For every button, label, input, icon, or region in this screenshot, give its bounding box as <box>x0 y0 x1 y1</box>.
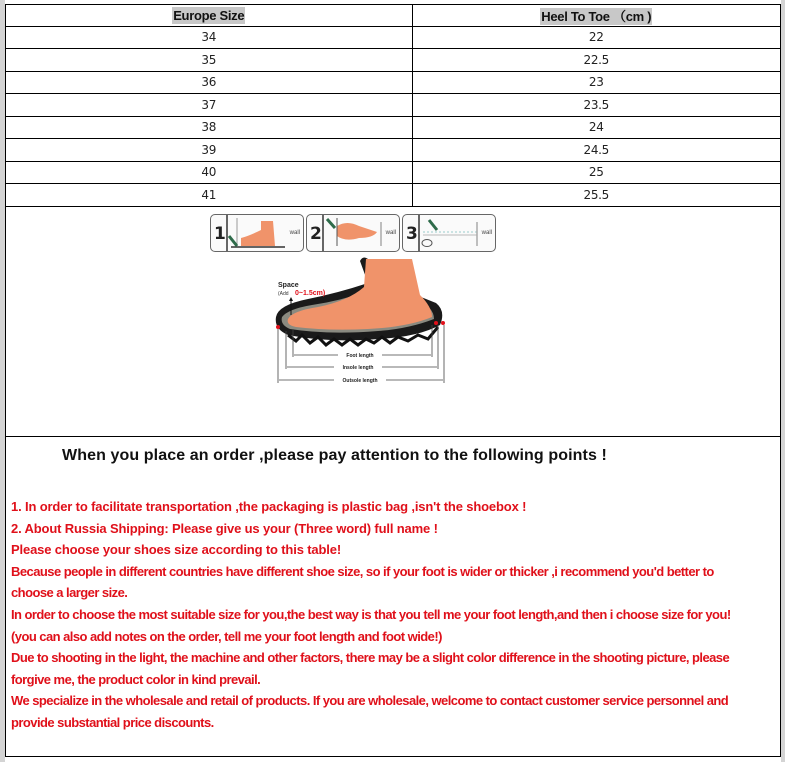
size-table <box>6 5 780 207</box>
table-row <box>6 139 780 162</box>
cell-europe-size: 40 <box>6 161 412 184</box>
cell-heel-to-toe: 25.5 <box>412 184 780 207</box>
note-item: forgive me, the product color in kind prevail. <box>11 671 261 687</box>
notes-list <box>11 496 781 734</box>
wall-label: wall <box>289 230 300 236</box>
note-item: choose a larger size. <box>11 585 128 601</box>
cell-europe-size: 39 <box>6 139 412 162</box>
note-item: We specialize in the wholesale and retail of products. If you are wholesale, welcome to contact customer service personnel and <box>11 693 729 709</box>
table-row <box>6 94 780 117</box>
measure-step-2 <box>306 214 400 252</box>
table-header-row <box>6 5 780 26</box>
step-number: 2 <box>310 224 322 244</box>
table-row <box>6 26 780 49</box>
cell-heel-to-toe: 22 <box>412 26 780 49</box>
shoe-length-diagram <box>268 255 453 385</box>
space-label: Space <box>278 282 299 289</box>
add-label: (Add <box>278 291 289 297</box>
cell-heel-to-toe: 25 <box>412 161 780 184</box>
right-edge-strip <box>781 0 785 762</box>
cell-europe-size: 37 <box>6 94 412 117</box>
foot-side-view-icon <box>227 216 289 250</box>
note-item: In order to choose the most suitable size for you,the best way is that you tell me your foot length,and then i choose size for you! <box>11 606 731 622</box>
table-row <box>6 161 780 184</box>
note-item: Please choose your shoes size according to this table! <box>11 542 342 558</box>
foot-length-label: Foot length <box>346 353 374 359</box>
measure-steps <box>210 214 496 252</box>
note-item: Because people in different countries have different shoe size, so if your foot is wider or thicker ,i recommend you'd better to <box>11 563 714 579</box>
step-number: 3 <box>406 224 418 244</box>
table-row <box>6 71 780 94</box>
outsole-length-label: Outsole length <box>342 378 378 384</box>
header-europe-size <box>6 5 412 26</box>
cell-europe-size: 38 <box>6 116 412 139</box>
wall-label: wall <box>385 230 396 236</box>
step-number: 1 <box>214 224 226 244</box>
note-item: 1. In order to facilitate transportation ,the packaging is plastic bag ,isn't the shoebox ! <box>11 499 527 514</box>
measurement-guide <box>6 207 780 437</box>
note-item: 2. About Russia Shipping: Please give us your (Three word) full name ! <box>11 520 438 536</box>
table-row <box>6 49 780 72</box>
notes-title: When you place an order ,please pay attention to the following points ! <box>62 447 607 464</box>
cell-europe-size: 34 <box>6 26 412 49</box>
cell-heel-to-toe: 23 <box>412 71 780 94</box>
header-label: Heel To Toe （cm ) <box>541 8 652 24</box>
measure-step-3 <box>402 214 496 252</box>
insole-length-label: Insole length <box>342 365 374 371</box>
note-item: provide substantial price discounts. <box>11 714 214 730</box>
header-heel-to-toe <box>412 5 780 26</box>
header-label: Europe Size <box>173 7 245 23</box>
measure-step-1 <box>210 214 304 252</box>
wall-label: wall <box>481 230 492 236</box>
tape-measure-icon <box>419 216 481 250</box>
cell-heel-to-toe: 23.5 <box>412 94 780 117</box>
table-row <box>6 184 780 207</box>
size-chart-document <box>5 4 781 757</box>
note-item: Due to shooting in the light, the machine and other factors, there may be a slight color difference in the shooting picture, please <box>11 650 730 666</box>
foot-top-view-icon <box>323 216 385 250</box>
cell-europe-size: 41 <box>6 184 412 207</box>
cell-heel-to-toe: 22.5 <box>412 49 780 72</box>
cell-heel-to-toe: 24.5 <box>412 139 780 162</box>
note-item: (you can also add notes on the order, tell me your foot length and foot wide!) <box>11 628 442 644</box>
table-row <box>6 116 780 139</box>
cell-europe-size: 36 <box>6 71 412 94</box>
cell-heel-to-toe: 24 <box>412 116 780 139</box>
add-range-label: 0~1.5cm) <box>295 290 326 297</box>
cell-europe-size: 35 <box>6 49 412 72</box>
